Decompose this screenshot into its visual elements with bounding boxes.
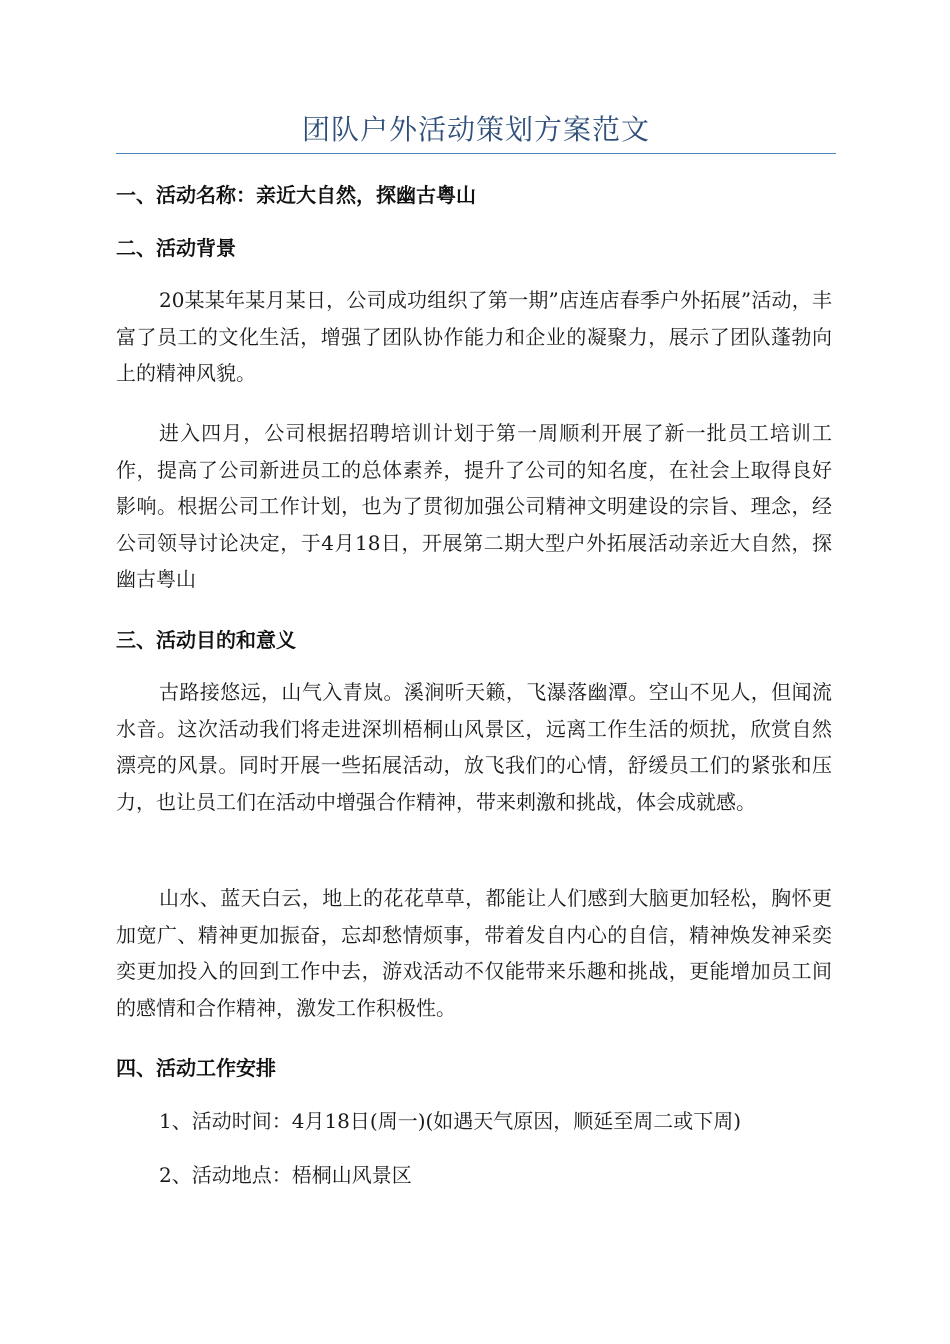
title-underline	[116, 153, 836, 154]
section-heading-activity-name: 一、活动名称：亲近大自然，探幽古粤山	[116, 183, 476, 207]
section-heading-purpose: 三、活动目的和意义	[116, 628, 296, 652]
arrangement-item-location: 2、活动地点：梧桐山风景区	[159, 1163, 412, 1187]
section-heading-arrangement: 四、活动工作安排	[116, 1056, 276, 1080]
section-heading-background: 二、活动背景	[116, 236, 236, 260]
document-title: 团队户外活动策划方案范文	[301, 113, 650, 146]
purpose-paragraph-2: 山水、蓝天白云，地上的花花草草，都能让人们感到大脑更加轻松，胸怀更加宽广、精神更加振奋，忘却愁情烦事，带着发自内心的自信，精神焕发神采奕奕更加投入的回到工作中去，游戏活动不仅能带来乐趣和挑战，更能增加员工间的感情和合作精神，激发工作积极性。	[116, 886, 832, 1020]
purpose-paragraph-1: 古路接悠远，山气入青岚。溪涧听天籁，飞瀑落幽潭。空山不见人，但闻流水音。这次活动我们将走进深圳梧桐山风景区，远离工作生活的烦扰，欣赏自然漂亮的风景。同时开展一些拓展活动，放飞我们的心情，舒缓员工们的紧张和压力，也让员工们在活动中增强合作精神，带来刺激和挑战，体会成就感。	[116, 680, 832, 814]
background-paragraph-2: 进入四月，公司根据招聘培训计划于第一周顺利开展了新一批员工培训工作，提高了公司新进员工的总体素养，提升了公司的知名度，在社会上取得良好影响。根据公司工作计划，也为了贯彻加强公司精神文明建设的宗旨、理念，经公司领导讨论决定，于4月18日，开展第二期大型户外拓展活动亲近大自然，探幽古粤山	[116, 421, 832, 591]
background-paragraph-1: 20某某年某月某日，公司成功组织了第一期”店连店春季户外拓展”活动，丰富了员工的文化生活，增强了团队协作能力和企业的凝聚力，展示了团队蓬勃向上的精神风貌。	[116, 288, 832, 385]
arrangement-item-time: 1、活动时间：4月18日(周一)(如遇天气原因，顺延至周二或下周)	[159, 1109, 742, 1133]
